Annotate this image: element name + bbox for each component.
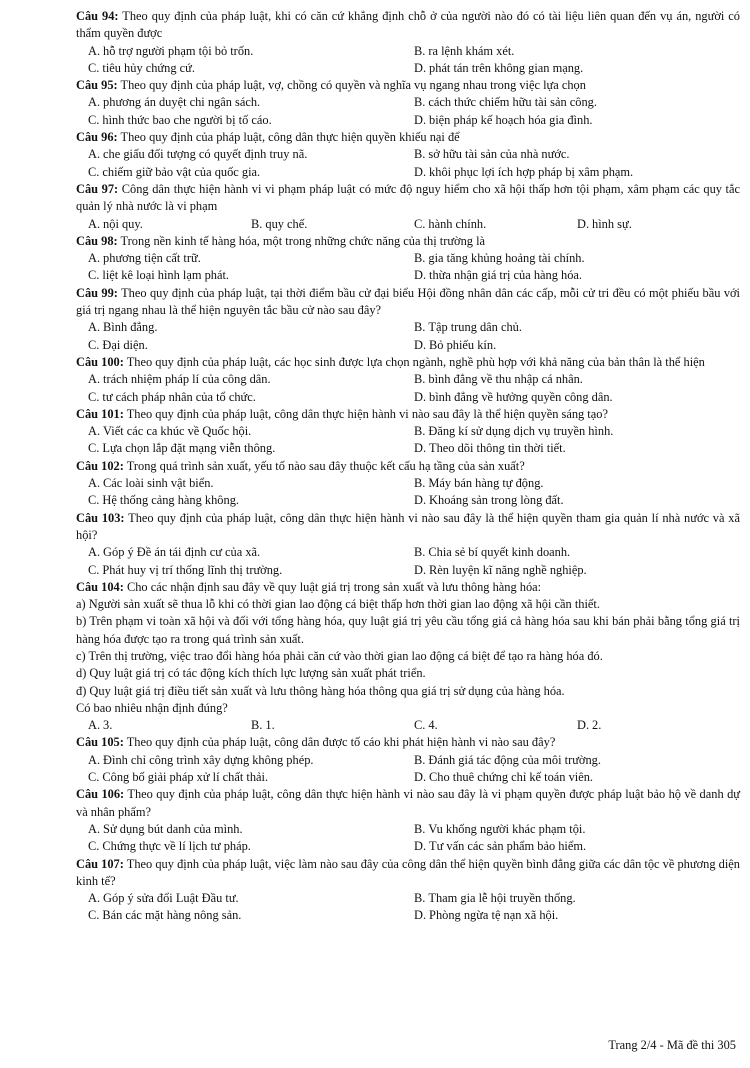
options bbox=[76, 475, 740, 510]
options bbox=[76, 752, 740, 787]
question-99 bbox=[76, 285, 740, 354]
options bbox=[76, 717, 740, 734]
question-stem: Theo quy định của pháp luật, vợ, chồng có quyền và nghĩa vụ ngang nhau trong việc lựa chọn bbox=[120, 78, 586, 93]
option-c: C. liệt kê loại hình lạm phát. bbox=[88, 268, 230, 283]
question-97 bbox=[76, 181, 740, 233]
option-a: A. nội quy. bbox=[88, 216, 143, 231]
question-number: Câu 97: bbox=[76, 181, 119, 196]
option-a: A. phương án duyệt chi ngân sách. bbox=[88, 95, 261, 110]
question-104 bbox=[76, 579, 740, 735]
question-number: Câu 99: bbox=[76, 285, 118, 300]
option-a: A. phương tiện cất trữ. bbox=[88, 251, 201, 266]
option-b: B. Chia sẻ bí quyết kinh doanh. bbox=[414, 545, 571, 560]
option-b: B. Tập trung dân chủ. bbox=[414, 320, 522, 335]
option-b: B. 1. bbox=[251, 718, 275, 733]
option-c: C. chiếm giữ bảo vật của quốc gia. bbox=[88, 164, 261, 179]
options bbox=[76, 371, 740, 406]
statement-dd: đ) Quy luật giá trị điều tiết sản xuất và lưu thông hàng hóa thông qua giá trị sử dụng của hàng hóa. bbox=[76, 683, 565, 698]
question-105 bbox=[76, 734, 740, 786]
question-stem: Theo quy định của pháp luật, các học sinh được lựa chọn ngành, nghề phù hợp với khả năng của bản thân là thể hiện bbox=[126, 354, 705, 369]
question-stem: Trong quá trình sản xuất, yếu tố nào sau đây thuộc kết cấu hạ tầng của sản xuất? bbox=[126, 458, 525, 473]
options bbox=[76, 43, 740, 78]
option-c: C. Lựa chọn lắp đặt mạng viễn thông. bbox=[88, 441, 276, 456]
option-d: D. Tư vấn các sản phẩm bảo hiểm. bbox=[414, 839, 587, 854]
question-stem: Cho các nhận định sau đây về quy luật giá trị trong sản xuất và lưu thông hàng hóa: bbox=[126, 579, 542, 594]
option-c: C. hình thức bao che người bị tố cáo. bbox=[88, 112, 272, 127]
option-c: C. Công bố giải pháp xử lí chất thải. bbox=[88, 770, 269, 785]
statement-c: c) Trên thị trường, việc trao đổi hàng hóa phải căn cứ vào thời gian lao động cá biệt để tạo ra hàng hóa đó. bbox=[76, 648, 603, 663]
question-stem: Công dân thực hiện hành vi vi phạm pháp luật có mức độ nguy hiểm cho xã hội thấp hơn tội phạm, xâm phạm các quy tắc quản lý nhà nước là vi phạm bbox=[76, 181, 740, 214]
option-b: B. Tham gia lễ hội truyền thống. bbox=[414, 891, 576, 906]
statement-a: a) Người sản xuất sẽ thua lỗ khi có thời gian lao động cá biệt thấp hơn thời gian lao động xã hội cần thiết. bbox=[76, 597, 600, 612]
options bbox=[76, 250, 740, 285]
question-number: Câu 104: bbox=[76, 579, 124, 594]
option-d: D. 2. bbox=[577, 718, 602, 733]
question-stem: Theo quy định của pháp luật, tại thời điểm bầu cử đại biểu Hội đồng nhân dân các cấp, mỗi cử tri đều có một phiếu bầu với giá trị ngang nhau là thể hiện nguyên tắc bầu cử nào sau đây? bbox=[76, 285, 741, 318]
option-b: B. Vu khống người khác phạm tội. bbox=[414, 821, 586, 836]
page-footer: Trang 2/4 - Mã đề thi 305 bbox=[608, 1038, 736, 1052]
question-103 bbox=[76, 510, 740, 579]
option-a: A. Các loài sinh vật biển. bbox=[88, 476, 214, 491]
question-number: Câu 106: bbox=[76, 787, 125, 802]
option-d: D. hình sự. bbox=[577, 216, 632, 231]
option-b: B. bình đẳng về thu nhập cá nhân. bbox=[414, 372, 583, 387]
question-number: Câu 102: bbox=[76, 458, 124, 473]
option-a: A. 3. bbox=[88, 718, 113, 733]
options bbox=[76, 423, 740, 458]
question-number: Câu 100: bbox=[76, 354, 124, 369]
question-98 bbox=[76, 233, 740, 285]
question-number: Câu 107: bbox=[76, 856, 124, 871]
options bbox=[76, 146, 740, 181]
option-d: D. phát tán trên không gian mạng. bbox=[414, 60, 584, 75]
option-c: C. Hệ thống cảng hàng không. bbox=[88, 493, 239, 508]
option-d: D. Rèn luyện kĩ năng nghề nghiệp. bbox=[414, 562, 587, 577]
option-d: D. Khoáng sản trong lòng đất. bbox=[414, 493, 564, 508]
options bbox=[76, 544, 740, 579]
question-stem: Theo quy định của pháp luật, công dân thực hiện quyền khiếu nại để bbox=[120, 130, 460, 145]
question-102 bbox=[76, 458, 740, 510]
question-stem: Theo quy định của pháp luật, công dân được tố cáo khi phát hiện hành vi nào sau đây? bbox=[126, 735, 556, 750]
question-number: Câu 94: bbox=[76, 9, 119, 23]
option-d: D. Cho thuê chứng chỉ kế toán viên. bbox=[414, 770, 594, 785]
option-c: C. hành chính. bbox=[414, 216, 487, 231]
options bbox=[76, 94, 740, 129]
option-a: A. Sử dụng bút danh của mình. bbox=[88, 821, 243, 836]
option-a: A. Góp ý sửa đổi Luật Đầu tư. bbox=[88, 891, 239, 906]
option-d: D. Theo dõi thông tin thời tiết. bbox=[414, 441, 566, 456]
option-d: D. biện pháp kế hoạch hóa gia đình. bbox=[414, 112, 593, 127]
option-b: B. ra lệnh khám xét. bbox=[414, 43, 515, 58]
question-stem: Theo quy định của pháp luật, công dân thực hiện hành vi nào sau đây là thể hiện quyền sáng tạo? bbox=[126, 406, 608, 421]
option-d: D. bình đẳng về hưởng quyền công dân. bbox=[414, 389, 613, 404]
option-a: A. Đình chỉ công trình xây dựng không phép. bbox=[88, 752, 314, 767]
question-94 bbox=[76, 8, 740, 77]
statement-b: b) Trên phạm vi toàn xã hội và đối với tổng hàng hóa, quy luật giá trị yêu cầu tổng giá cả hàng hóa sau khi bán phải bằng tổng giá trị hàng hóa được tạo ra trong quá trình sản xuất. bbox=[76, 614, 740, 646]
statement-d: d) Quy luật giá trị có tác động kích thích lực lượng sản xuất phát triển. bbox=[76, 666, 426, 681]
options bbox=[76, 216, 740, 233]
option-c: C. Bán các mặt hàng nông sản. bbox=[88, 908, 242, 923]
option-a: A. hỗ trợ người phạm tội bỏ trốn. bbox=[88, 43, 254, 58]
option-b: B. Máy bán hàng tự động. bbox=[414, 476, 544, 491]
option-c: C. 4. bbox=[414, 718, 438, 733]
question-prompt: Có bao nhiêu nhận định đúng? bbox=[76, 700, 228, 715]
option-c: C. Phát huy vị trí thống lĩnh thị trường. bbox=[88, 562, 283, 577]
option-a: A. Bình đẳng. bbox=[88, 320, 158, 335]
question-number: Câu 101: bbox=[76, 406, 124, 421]
question-number: Câu 96: bbox=[76, 130, 118, 145]
option-d: D. Bỏ phiếu kín. bbox=[414, 337, 497, 352]
options bbox=[76, 821, 740, 856]
question-107 bbox=[76, 856, 740, 925]
option-b: B. Đánh giá tác động của môi trường. bbox=[414, 752, 601, 767]
option-c: C. Đại diện. bbox=[88, 337, 148, 352]
option-a: A. Góp ý Đề án tái định cư của xã. bbox=[88, 545, 261, 560]
question-stem: Trong nền kinh tế hàng hóa, một trong những chức năng của thị trường là bbox=[120, 233, 486, 248]
question-100 bbox=[76, 354, 740, 406]
question-number: Câu 95: bbox=[76, 78, 118, 93]
question-stem: Theo quy định của pháp luật, việc làm nào sau đây của công dân thể hiện quyền bình đẳng giữa các dân tộc về phương diện kinh tế? bbox=[76, 856, 740, 888]
option-b: B. sở hữu tài sản của nhà nước. bbox=[414, 147, 570, 162]
option-b: B. cách thức chiếm hữu tài sản công. bbox=[414, 95, 597, 110]
question-106 bbox=[76, 786, 740, 855]
option-a: A. trách nhiệm pháp lí của công dân. bbox=[88, 372, 271, 387]
options bbox=[76, 890, 740, 925]
option-d: D. khôi phục lợi ích hợp pháp bị xâm phạm. bbox=[414, 164, 634, 179]
options bbox=[76, 319, 740, 354]
question-number: Câu 103: bbox=[76, 510, 125, 525]
question-number: Câu 98: bbox=[76, 233, 118, 248]
question-96 bbox=[76, 129, 740, 181]
option-a: A. Viết các ca khúc về Quốc hội. bbox=[88, 424, 252, 439]
question-number: Câu 105: bbox=[76, 735, 124, 750]
question-stem: Theo quy định của pháp luật, công dân thực hiện hành vi nào sau đây là vi phạm quyền được pháp luật bảo hộ về danh dự và nhân phẩm? bbox=[76, 787, 740, 819]
option-c: C. tư cách pháp nhân của tổ chức. bbox=[88, 389, 256, 404]
option-b: B. Đăng kí sử dụng dịch vụ truyền hình. bbox=[414, 424, 614, 439]
option-d: D. Phòng ngừa tệ nạn xã hội. bbox=[414, 908, 559, 923]
question-stem: Theo quy định của pháp luật, công dân thực hiện hành vi nào sau đây là thể hiện quyền tham gia quản lí nhà nước và xã hội? bbox=[76, 510, 740, 542]
question-stem: Theo quy định của pháp luật, khi có căn cứ khẳng định chỗ ở của người nào đó có tài liệu liên quan đến vụ án, người có thẩm quyền được bbox=[76, 9, 740, 41]
option-c: C. tiêu hủy chứng cứ. bbox=[88, 60, 195, 75]
question-95 bbox=[76, 77, 740, 129]
option-a: A. che giấu đối tượng có quyết định truy nã. bbox=[88, 147, 308, 162]
option-b: B. quy chế. bbox=[251, 216, 308, 231]
question-101 bbox=[76, 406, 740, 458]
option-c: C. Chứng thực về lí lịch tư pháp. bbox=[88, 839, 251, 854]
option-d: D. thừa nhận giá trị của hàng hóa. bbox=[414, 268, 582, 283]
option-b: B. gia tăng khủng hoảng tài chính. bbox=[414, 251, 585, 266]
